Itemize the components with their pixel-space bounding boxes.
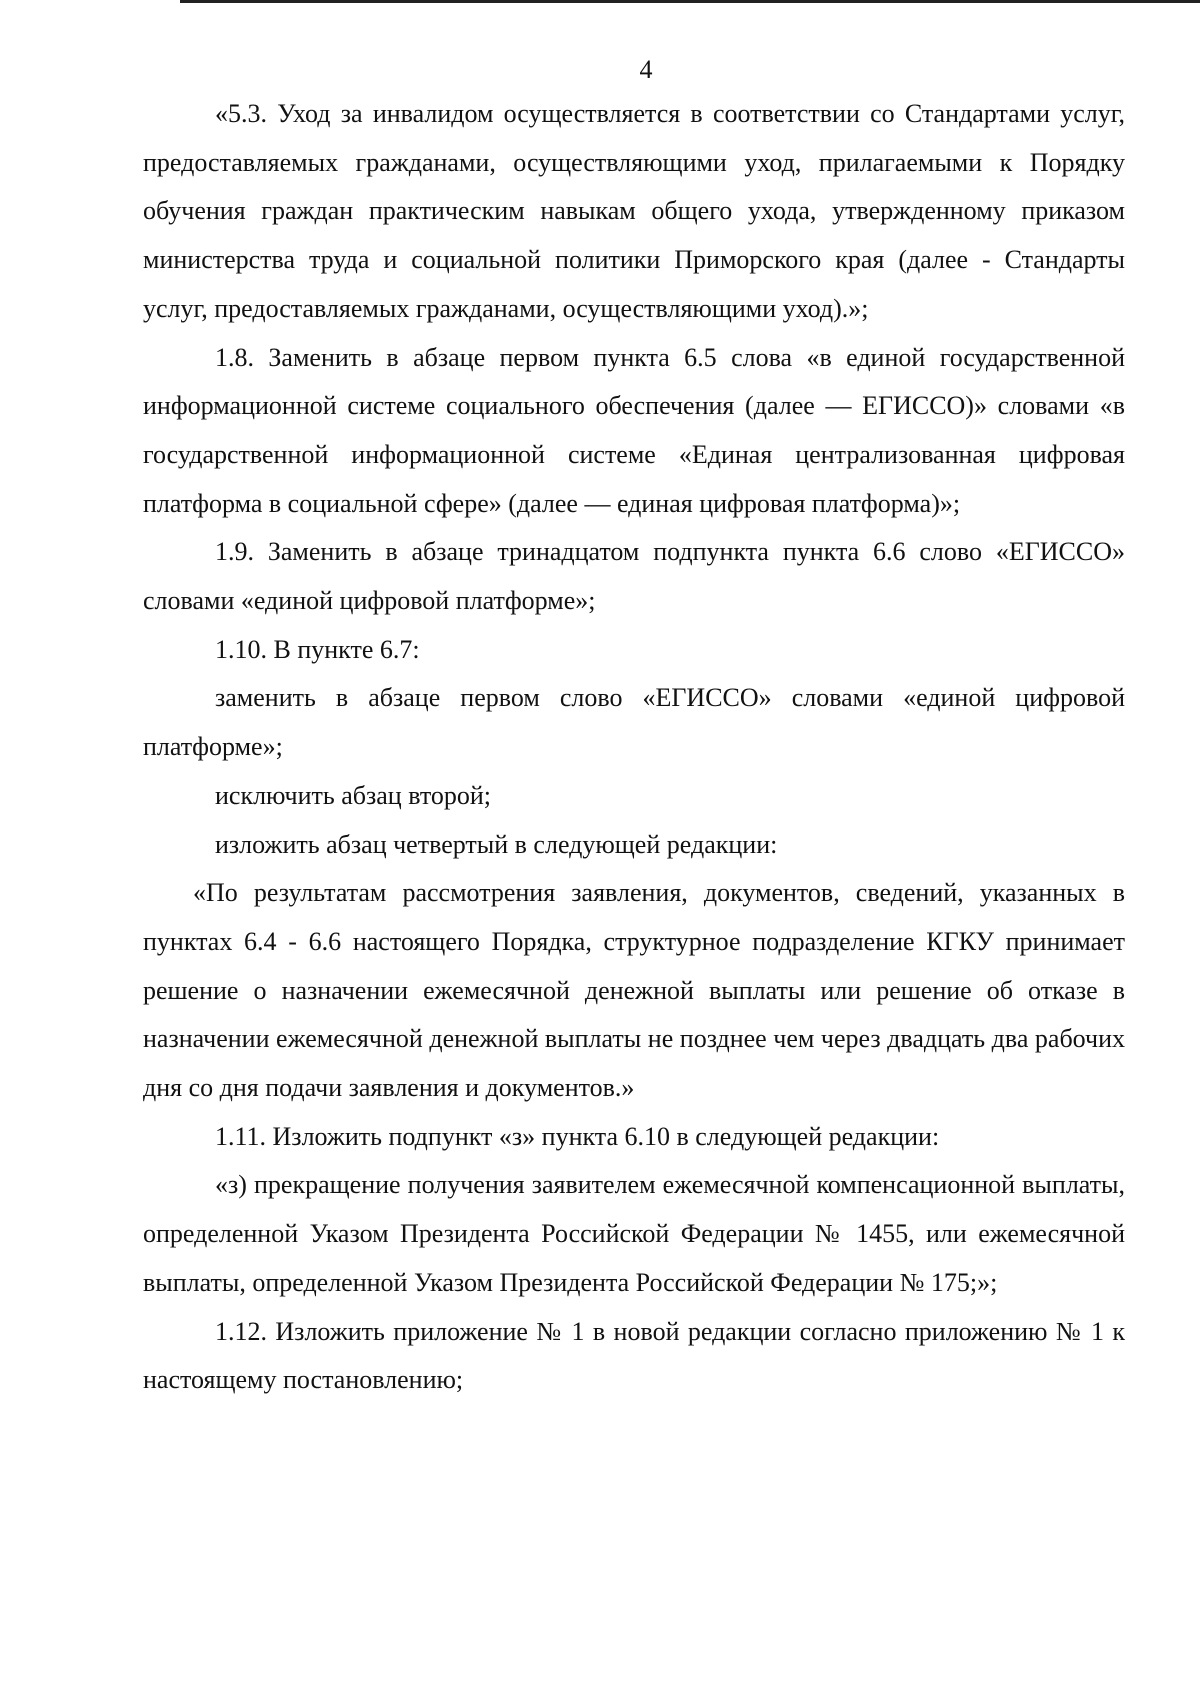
paragraph-1-12: 1.12. Изложить приложение № 1 в новой редакции согласно приложению № 1 к настоящему постановлению;	[143, 1316, 1125, 1395]
page-number: 4	[639, 55, 653, 84]
paragraph-1-10-replace: заменить в абзаце первом слово «ЕГИССО» словами «единой цифровой платформе»;	[143, 683, 1125, 762]
paragraph-1-10-exclude: исключить абзац второй;	[215, 780, 491, 810]
paragraph-1-10: 1.10. В пункте 6.7:	[215, 634, 420, 664]
paragraph-1-11: 1.11. Изложить подпункт «з» пункта 6.10 в следующей редакции:	[215, 1121, 940, 1151]
paragraph-1-8: 1.8. Заменить в абзаце первом пункта 6.5 слова «в единой государственной информационной системе социального обеспечения (далее — ЕГИССО)» словами «в государственной информационной системе «Единая централизованная цифровая платформа в социальной сфере» (далее — единая цифровая платформа)»;	[143, 342, 1125, 518]
paragraph-1-9: 1.9. Заменить в абзаце тринадцатом подпункта пункта 6.6 слово «ЕГИССО» словами «единой цифровой платформе»;	[143, 537, 1125, 616]
paragraph-subpoint-z: «з) прекращение получения заявителем ежемесячной компенсационной выплаты, определенной Указом Президента Российской Федерации № 1455, или ежемесячной выплаты, определенной Указом Президента Российской Федерации № 175;»;	[143, 1170, 1125, 1297]
paragraph-quoted-text: «По результатам рассмотрения заявления, документов, сведений, указанных в пунктах 6.4 - 6.6 настоящего Порядка, структурное подразделение КГКУ принимает решение о назначении ежемесячной денежной выплаты или решение об отказе в назначении ежемесячной денежной выплаты не позднее чем через двадцать два рабочих дня со дня подачи заявления и документов.»	[143, 878, 1125, 1103]
top-edge-rule	[180, 0, 1200, 3]
paragraph-5-3: «5.3. Уход за инвалидом осуществляется в соответствии со Стандартами услуг, предоставляемых гражданами, осуществляющими уход, прилагаемыми к Порядку обучения граждан практическим навыкам общего ухода, утвержденному приказом министерства труда и социальной политики Приморского края (далее - Стандарты услуг, предоставляемых гражданами, осуществляющими уход).»;	[143, 99, 1125, 323]
document-page	[143, 50, 1125, 1405]
paragraph-1-10-restate: изложить абзац четвертый в следующей редакции:	[215, 829, 778, 859]
